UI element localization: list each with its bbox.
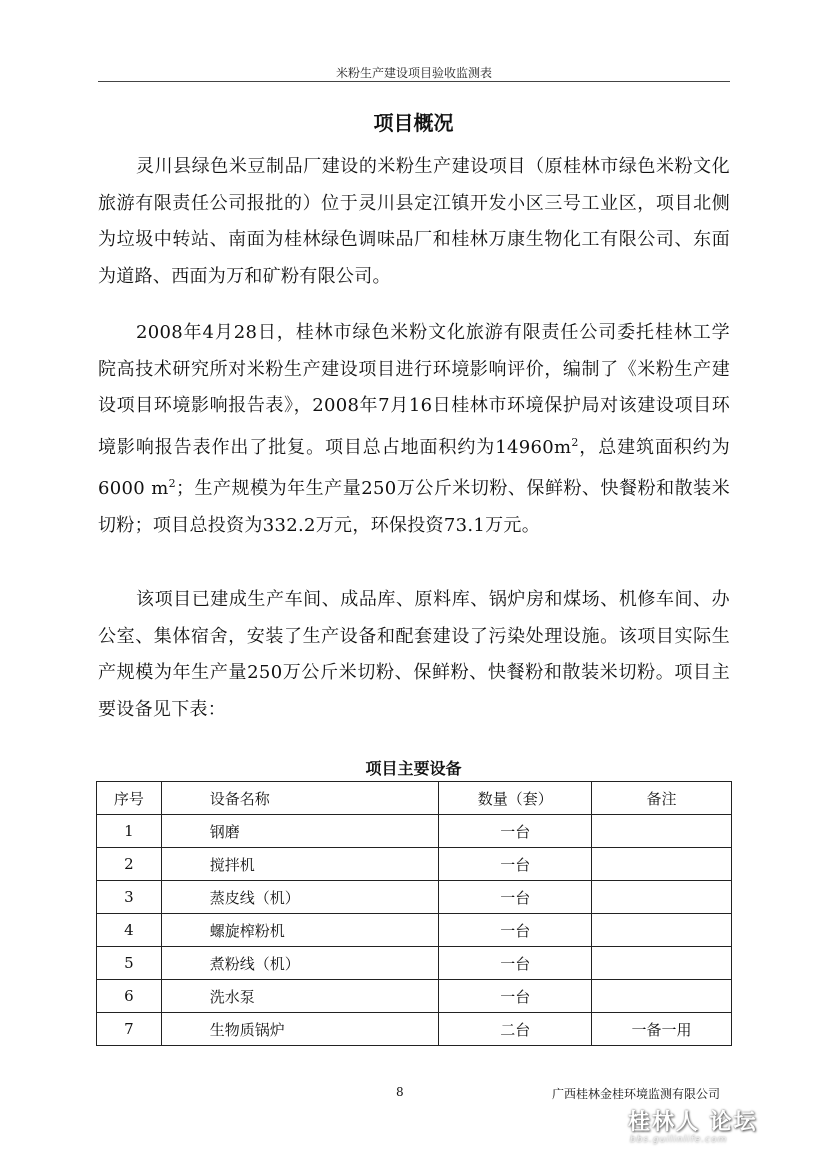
superscript-squared: 2 (571, 435, 579, 449)
cell-qty: 二台 (439, 1013, 592, 1046)
paragraph-location: 灵川县绿色米豆制品厂建设的米粉生产建设项目（原桂林市绿色米粉文化旅游有限责任公司报批的）位于灵川县定江镇开发小区三号工业区，项目北侧为垃圾中转站、南面为桂林绿色调味品厂和桂林万康生物化工有限公司、东面为道路、西面为万和矿粉有限公司。 (98, 156, 730, 287)
cell-name: 搅拌机 (161, 848, 439, 881)
footer-organization: 广西桂林金桂环境监测有限公司 (552, 1087, 721, 1101)
table-row (97, 1013, 732, 1046)
cell-note (592, 881, 732, 914)
cell-note (592, 848, 732, 881)
cell-no: 7 (97, 1013, 162, 1046)
cell-no: 2 (97, 848, 162, 881)
section-title: 项目概况 (373, 111, 454, 135)
cell-name: 洗水泵 (161, 980, 439, 1013)
cell-qty: 一台 (439, 914, 592, 947)
cell-note (592, 980, 732, 1013)
table-row (97, 914, 732, 947)
forum-watermark (628, 1105, 788, 1151)
watermark-url: bbs.guilinlife.com (630, 1135, 728, 1145)
column-header-name: 设备名称 (161, 782, 439, 815)
column-header-qty: 数量（套） (439, 782, 592, 815)
cell-no: 4 (97, 914, 162, 947)
table-title: 项目主要设备 (365, 759, 462, 778)
equipment-table (96, 781, 732, 1046)
column-header-note: 备注 (592, 782, 732, 815)
cell-note (592, 815, 732, 848)
cell-name: 螺旋榨粉机 (161, 914, 439, 947)
table-row (97, 815, 732, 848)
cell-no: 1 (97, 815, 162, 848)
header-divider (98, 81, 730, 82)
cell-name: 钢磨 (161, 815, 439, 848)
paragraph-eia-history (98, 315, 730, 545)
cell-qty: 一台 (439, 848, 592, 881)
page-header: 米粉生产建设项目验收监测表 (335, 66, 492, 80)
watermark-text: 桂林人 论坛 (628, 1110, 758, 1135)
cell-qty: 一台 (439, 815, 592, 848)
paragraph-eia-text-a: 2008年4月28日，桂林市绿色米粉文化旅游有限责任公司委托桂林工学院高技术研究所对米粉生产建设项目进行环境影响评价，编制了《米粉生产建设项目环境影响报告表》，2008年7月16日桂林市环境保护局对该建设项目环境影响报告表作出了批复。项目总占地面积约为14960m (98, 322, 730, 458)
paragraph-construction: 该项目已建成生产车间、成品库、原料库、锅炉房和煤场、机修车间、办公室、集体宿舍，安装了生产设备和配套建设了污染处理设施。该项目实际生产规模为年生产量250万公斤米切粉、保鲜粉、快餐粉和散装米切粉。项目主要设备见下表： (98, 589, 730, 720)
paragraph-eia-text-b: ，总建筑面积约为6000 m (98, 436, 730, 500)
cell-no: 3 (97, 881, 162, 914)
table-row (97, 848, 732, 881)
cell-qty: 一台 (439, 947, 592, 980)
column-header-no: 序号 (97, 782, 162, 815)
cell-note (592, 914, 732, 947)
cell-qty: 一台 (439, 881, 592, 914)
table-header-row (97, 782, 732, 815)
cell-no: 5 (97, 947, 162, 980)
paragraph-eia-text-c: ；生产规模为年生产量250万公斤米切粉、保鲜粉、快餐粉和散装米切粉；项目总投资为332.2万元，环保投资73.1万元。 (98, 478, 731, 536)
page-number: 8 (396, 1085, 404, 1099)
cell-qty: 一台 (439, 980, 592, 1013)
table-row (97, 947, 732, 980)
cell-name: 煮粉线（机） (161, 947, 439, 980)
cell-name: 蒸皮线（机） (161, 881, 439, 914)
table-row (97, 980, 732, 1013)
superscript-squared: 2 (168, 477, 176, 491)
table-row (97, 881, 732, 914)
cell-note (592, 947, 732, 980)
cell-note: 一备一用 (592, 1013, 732, 1046)
cell-no: 6 (97, 980, 162, 1013)
cell-name: 生物质锅炉 (161, 1013, 439, 1046)
